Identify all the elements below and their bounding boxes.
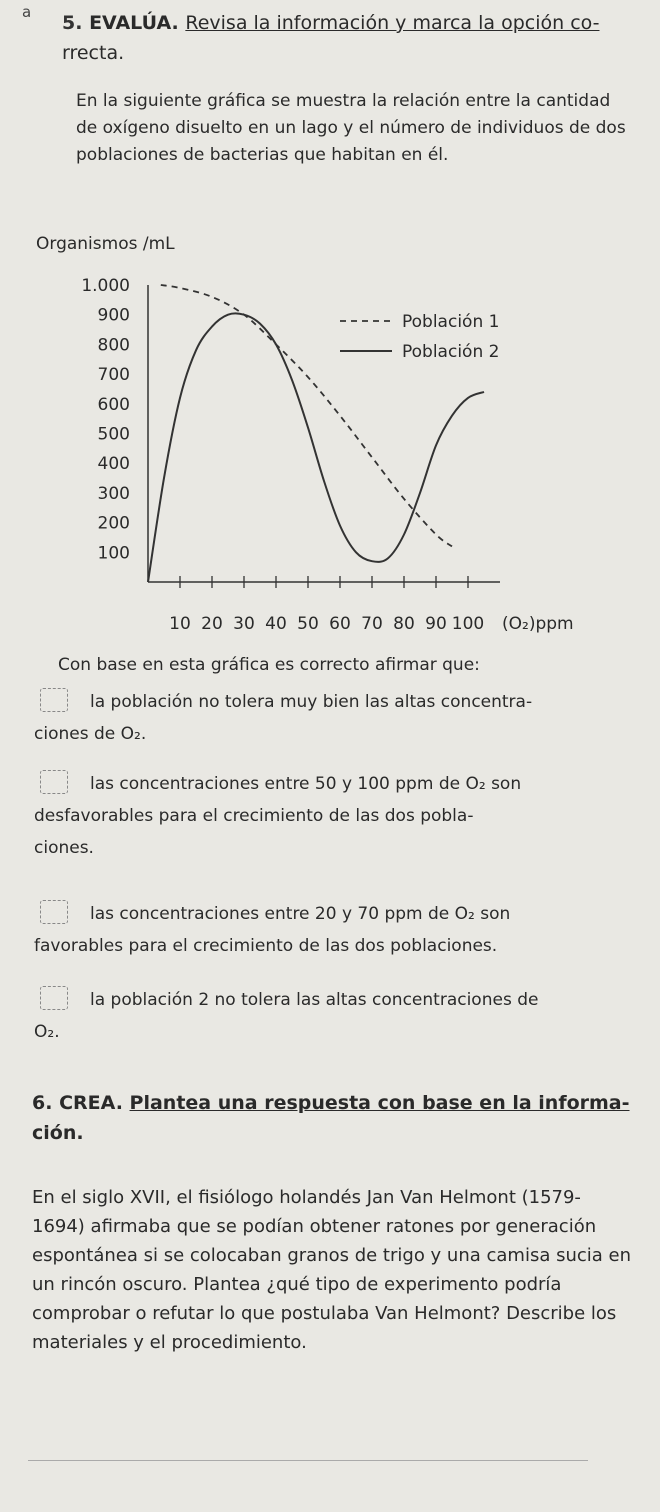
margin-mark: a: [22, 3, 32, 21]
option-a-checkbox[interactable]: [40, 688, 68, 712]
x-tick-label: 100: [451, 614, 485, 634]
chart-legend: [340, 312, 499, 362]
question-6-instruction: Plantea una respuesta con base en la informa- ción.: [32, 1092, 630, 1144]
x-axis-label: (O₂)ppm: [502, 614, 574, 634]
y-tick-label: 300: [97, 483, 130, 504]
y-tick-label: 200: [97, 513, 130, 534]
x-tick-label: 80: [393, 614, 415, 634]
legend-label-poblacion-2: Población 2: [402, 342, 500, 362]
y-tick-label: 1.000: [81, 276, 130, 296]
x-tick-label: 50: [297, 614, 319, 634]
x-tick-label: 30: [233, 614, 255, 634]
question-5-intro: En la siguiente gráfica se muestra la relación entre la cantidad de oxígeno disuelto en un lago y el número de individuos de dos poblaciones de bacterias que habitan en él.: [76, 91, 626, 165]
option-d-text: la población 2 no tolera las altas concentraciones de O₂.: [34, 990, 539, 1042]
y-tick-label: 700: [97, 365, 130, 386]
option-b-text: las concentraciones entre 50 y 100 ppm de O₂ son desfavorables para el crecimiento de las dos pobla- ciones.: [34, 774, 522, 858]
question-5-prompt: Con base en esta gráfica es correcto afirmar que:: [58, 655, 480, 675]
chart-svg: [0, 225, 660, 645]
y-tick-label: 100: [97, 543, 130, 564]
option-d-checkbox[interactable]: [40, 986, 68, 1010]
y-tick-label: 800: [97, 335, 130, 356]
y-tick-label: 500: [97, 424, 130, 445]
y-tick-label: 600: [97, 394, 130, 415]
legend-label-poblacion-1: Población 1: [402, 312, 500, 332]
y-axis-label: Organismos /mL: [36, 234, 175, 254]
question-5-number: 5.: [62, 12, 83, 34]
x-tick-label: 70: [361, 614, 383, 634]
option-b-checkbox[interactable]: [40, 770, 68, 794]
option-a-text: la población no tolera muy bien las altas concentra- ciones de O₂.: [34, 692, 533, 744]
x-tick-label: 10: [169, 614, 191, 634]
oxygen-population-chart: [0, 225, 660, 645]
question-6-number: 6.: [32, 1092, 53, 1114]
answer-line[interactable]: [28, 1460, 588, 1461]
y-tick-label: 900: [97, 305, 130, 326]
question-5-heading: [62, 8, 632, 68]
question-5-keyword: EVALÚA.: [89, 12, 179, 34]
x-tick-label: 40: [265, 614, 287, 634]
question-5-instruction: Revisa la información y marca la opción co- rrecta.: [62, 12, 600, 64]
question-6-heading: [32, 1088, 632, 1148]
x-tick-label: 60: [329, 614, 351, 634]
x-tick-label: 20: [201, 614, 223, 634]
y-tick-label: 400: [97, 454, 130, 475]
option-c-text: las concentraciones entre 20 y 70 ppm de O₂ son favorables para el crecimiento de las dos poblaciones.: [34, 904, 511, 956]
question-6-body: En el siglo XVII, el fisiólogo holandés Jan Van Helmont (1579-1694) afirmaba que se podían obtener ratones por generación espontánea si se colocaban granos de trigo y una camisa sucia en un rincón oscuro. Plantea ¿qué tipo de experimento podría comprobar o refutar lo que postulaba Van Helmont? Describe los materiales y el procedimiento.: [32, 1187, 632, 1353]
question-6-keyword: CREA.: [59, 1092, 123, 1114]
option-c-checkbox[interactable]: [40, 900, 68, 924]
x-tick-label: 90: [425, 614, 447, 634]
